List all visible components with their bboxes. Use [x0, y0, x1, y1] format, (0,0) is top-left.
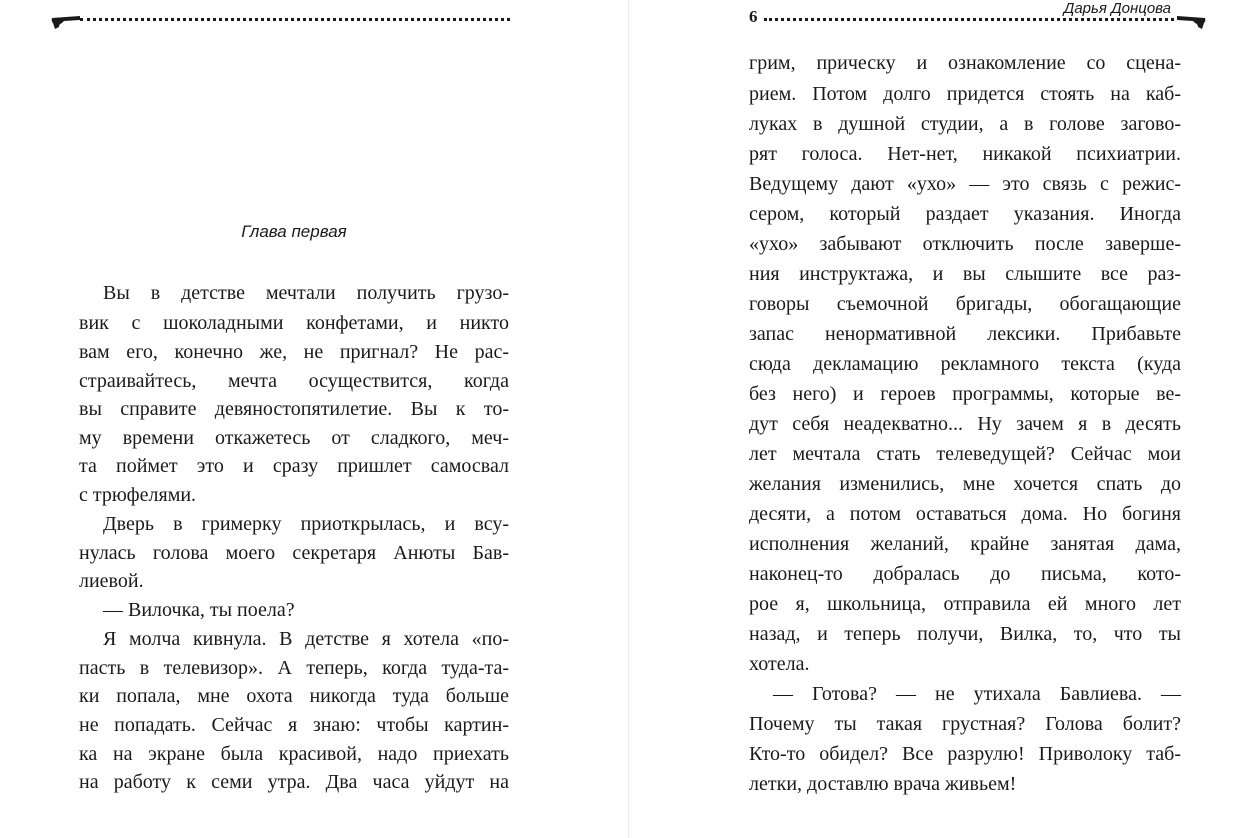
text-line: вам его, конечно же, не пригнал? Не рас- [79, 341, 509, 363]
header-dotted-rule [764, 18, 1174, 21]
running-head-author: Дарья Донцова [1063, 0, 1171, 17]
text-line: вы справите девяностопятилетие. Вы к то- [79, 398, 509, 420]
text-line: луках в душной студии, а в голове загово- [749, 113, 1181, 135]
revolver-icon [50, 10, 82, 30]
text-line: — Вилочка, ты поела? [103, 599, 295, 621]
text-line: Кто-то обидел? Все разрулю! Приволоку таб- [749, 743, 1181, 765]
text-line: ния инструктажа, и вы слышите все раз- [749, 263, 1181, 285]
text-line: на работу к семи утра. Два часа уйдут на [79, 771, 509, 793]
text-line: Вы в детстве мечтали получить грузо- [103, 282, 509, 304]
text-line: му времени откажетесь от сладкого, меч- [79, 427, 509, 449]
text-line: рят голоса. Нет-нет, никакой психиатрии. [749, 143, 1181, 165]
text-line: с трюфелями. [79, 484, 197, 506]
text-line: Ведущему дают «ухо» — это связь с режис- [749, 173, 1181, 195]
text-line: та поймет это и сразу пришлет самосвал [79, 455, 509, 477]
right-page [629, 0, 1258, 838]
text-line: Почему ты такая грустная? Голова болит? [749, 713, 1181, 735]
text-line: рое я, школьница, отправила ей много лет [749, 593, 1181, 615]
text-line: говоры съемочной бригады, обогащающие [749, 293, 1181, 315]
chapter-title: Глава первая [241, 222, 347, 241]
text-line: сером, который раздает указания. Иногда [749, 203, 1181, 225]
text-line: назад, и теперь получи, Вилка, то, что ты [749, 623, 1181, 645]
text-line: хотела. [749, 653, 810, 675]
text-line: Дверь в гримерку приоткрылась, и всу- [103, 513, 509, 535]
text-line: сюда декламацию рекламного текста (куда [749, 353, 1181, 375]
text-line: грим, прическу и ознакомление со сцена- [749, 52, 1181, 74]
left-page [0, 0, 628, 838]
text-line: ки попала, мне охота никогда туда больше [79, 685, 509, 707]
text-line: пасть в телевизор». А теперь, когда туда-та- [79, 657, 509, 679]
page-number: 6 [749, 7, 758, 26]
text-line: исполнения желаний, крайне занятая дама, [749, 533, 1181, 555]
text-line: дут себя неадекватно... Ну зачем я в десять [749, 413, 1181, 435]
text-line: лиевой. [79, 570, 144, 592]
text-line: «ухо» забывают отключить после заверше- [749, 233, 1181, 255]
text-line: десяти, а потом оставаться дома. Но богиня [749, 503, 1181, 525]
text-line: вик с шоколадными конфетами, и никто [79, 312, 509, 334]
text-line: летки, доставлю врача живьем! [749, 773, 1017, 795]
text-line: — Готова? — не утихала Бавлиева. — [773, 683, 1181, 705]
header-dotted-rule [80, 18, 510, 21]
text-line: без него) и героев программы, которые ве- [749, 383, 1181, 405]
text-line: страивайтесь, мечта осуществится, когда [79, 370, 509, 392]
text-line: ка на экране была красивой, надо приехать [79, 743, 509, 765]
text-line: нулась голова моего секретаря Анюты Бав- [79, 542, 509, 564]
text-line: запас ненормативной лексики. Прибавьте [749, 323, 1181, 345]
text-line: наконец-то добралась до письма, кото- [749, 563, 1181, 585]
text-line: желания изменились, мне хочется спать до [749, 473, 1181, 495]
text-line: рием. Потом долго придется стоять на каб- [749, 83, 1181, 105]
text-line: лет мечтала стать телеведущей? Сейчас мои [749, 443, 1181, 465]
text-line: не попадать. Сейчас я знаю: чтобы картин- [79, 714, 509, 736]
text-line: Я молча кивнула. В детстве я хотела «по- [103, 628, 509, 650]
revolver-icon [1175, 10, 1207, 30]
